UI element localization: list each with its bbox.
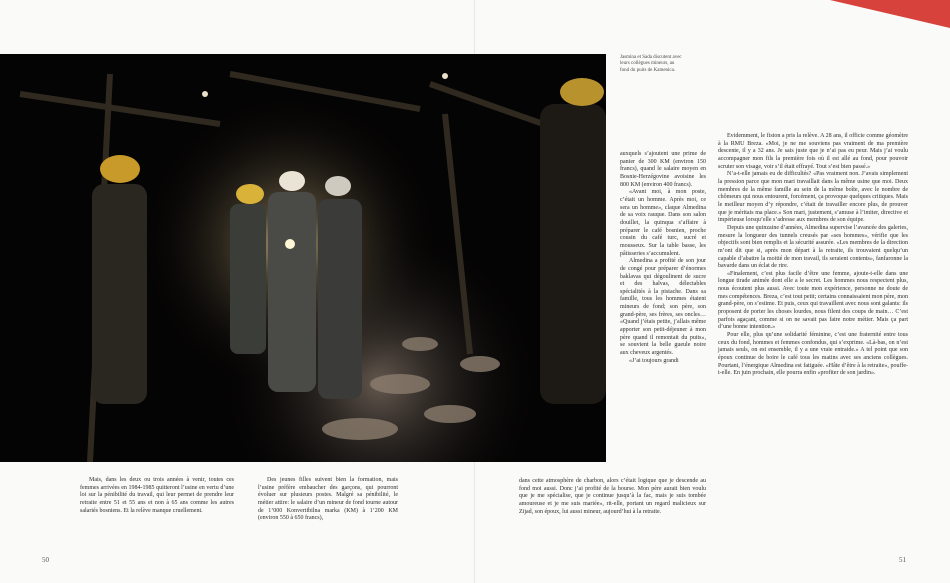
paragraph: auxquels s’ajoutent une prime de panier de 300 KM (environ 150 francs), quand le salaire moyen en Bosnie-Herzégovine avoisine les 800 KM (environ 400 francs).: [620, 151, 706, 188]
paragraph: «J’ai toujours grandi: [629, 357, 679, 364]
paragraph: Evidemment, le fiston a pris la relève. A 28 ans, il officie comme géomètre à la RMU Breza. «Moi, je ne me souviens pas vraiment de ma première descente, il y a 32 ans. Je sais juste que je n’ai pas eu peur. Mais j’ai voulu accompagner mon fils la première fois où il est allé au fond, pour pouvoir scruter son visage, voir s’il était effrayé. Tout s’est bien passé.»: [718, 133, 908, 170]
mine-photo-illustration: [0, 54, 606, 462]
paragraph: dans cette atmosphère de charbon, alors c’était logique que je descende au fond moi aussi. Donc j’ai profité de la bourse. Mon père aurait bien voulu que je me spécialise, que je continue jusqu’à la fac, mais je suis tombée amoureuse et je me suis mariée», rit-elle, portant un regard malicieux sur Zijad, son époux, lui aussi mineur, aujourd’hui à la retraite.: [519, 478, 706, 515]
paragraph: «Avant moi, à mon poste, c’était un homme. Après moi, ce sera un homme», claque Almedina de sa voix rauque. Dans son salon douillet, la quinqua s’affaire à préparer le café bosnien, proche cousin du café turc, sucré et mousseux. Sur la table basse, les pâtisseries s’accumulent.: [620, 189, 706, 257]
left-column-2: [258, 477, 398, 523]
paragraph: Mais, dans les deux ou trois années à venir, toutes ces femmes arrivées en 1984-1985 quitteront l’usine en vertu d’une loi sur la pénibilité du travail, qui leur permet de prendre leur retraite entre 51 et 55 ans et non à 65 ans comme les autres salariés bosniens. Et la relève manque cruellement.: [80, 477, 234, 514]
right-column: [718, 133, 908, 378]
mine-photo: [0, 54, 606, 462]
middle-column-bottom: [519, 478, 706, 516]
paragraph: Des jeunes filles suivent bien la formation, mais l’usine préfère embaucher des garçons, qui pourront évoluer sur plusieurs postes. Malgré sa pénibilité, le métier attire: le salaire d’un mineur de fond tourne autour de 1’000 Konvertibilna marka (KM) à 1’200 KM (environ 550 à 650 francs),: [258, 477, 398, 522]
paragraph: Almedina a profité de son jour de congé pour préparer d’énormes baklavas qui dégoulinent de sucre et des halvas, délectables spécialités à la pistache. Dans sa famille, tous les hommes étaient mineurs de fond; son père, son grand-père, ses frères, ses oncles… «Quand j’étais petite, j’allais même apporter son petit-déjeuner à mon père quand il remontait du puits», se souvient la belle gueule noire aux cheveux argentés.: [620, 258, 706, 357]
corner-accent: [830, 0, 950, 28]
paragraph: «Finalement, c’est plus facile d’être une femme, ajoute-t-elle dans une longue tirade animée dont elle a le secret. Les hommes nous respectent plus, nous écoutent plus aussi. Avec toute mon expérience, personne ne doute de mes compétences. Breza, c’est tout petit; certains connaissaient mon père, mon grand-père, on s’estime. Et puis, ceux qui travaillent avec nous sont galants: ils proposent de porter les choses lourdes, nous filent des coups de main… C’est parfois agaçant, comme si on ne savait pas faire notre métier. Mais ça part d’une bonne intention.»: [718, 270, 908, 331]
paragraph: Depuis une quinzaine d’années, Almedina supervise l’avancée des galeries, mesure la longueur des tunnels creusés par «ses hommes», vérifie que les objectifs sont bien remplis et la sécurité assurée. «Les membres de la direction m’ont dit que si, après mon départ à la retraite, ils trouvaient quelqu’un capable d’abattre la moitié de mon travail, ils seraient contents», fanfaronne la bavarde dans un éclat de rire.: [718, 224, 908, 270]
paragraph: Pour elle, plus qu’une solidarité féminine, c’est une fraternité entre tous ceux du fond, hommes et femmes confondus, qui s’exprime. «Là-bas, on n’est jamais seuls, on est ensemble, il y a une vraie entraide.» A tel point que son époux continue de boire le café tous les matins avec ses anciens collègues. Pourtant, l’énergique Almedina est fatiguée. «Hâte d’être à la retraite», pouffe-t-elle. En juin prochain, elle pourra enfin «profiter de son jardin».: [718, 332, 908, 377]
page-number-left: 50: [42, 556, 49, 564]
paragraph: N’a-t-elle jamais eu de difficultés? «Pas vraiment non. J’avais simplement la pression parce que mon mari travaillait dans la même usine que moi. Deux membres de la même famille au sein de la même boîte, avec le nombre de chômeurs qui nous entourent, forcément, ça provoque quelques critiques. Mais le meilleur moyen d’y répondre, c’était de travailler encore plus, de prouver que je méritais ma place.» Son mari, justement, s’amuse à l’imiter, directive et impérieuse lorsqu’elle s’adresse aux membres de son équipe.: [718, 171, 908, 224]
photo-caption: Jasmina et Sada discutent avec leurs collègues mineurs, au fond du puits de Kamenica.: [620, 55, 682, 73]
middle-column: [620, 151, 706, 365]
left-column-1: [80, 477, 234, 515]
page-number-right: 51: [899, 556, 906, 564]
